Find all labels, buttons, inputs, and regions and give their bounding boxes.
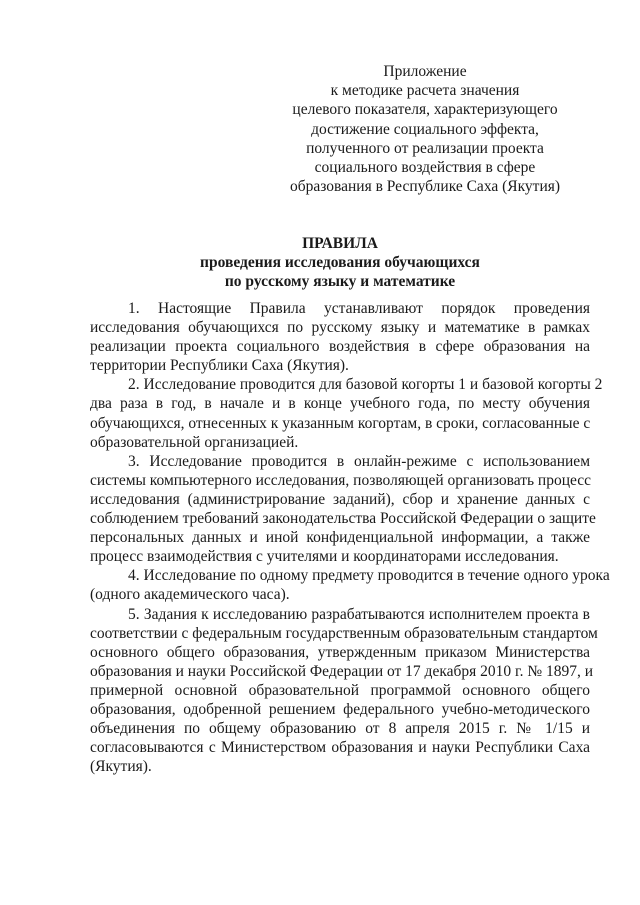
paragraph-5-line: объединения по общему образованию от 8 апреля 2015 г. № 1/15 и [90,720,590,738]
paragraph-5-line: (Якутия). [90,758,152,776]
paragraph-2-line: обучающихся, отнесенных к указанным когортам, в сроки, согласованные с [90,414,591,432]
appendix-line: к методике расчета значения [330,82,520,100]
appendix-line: социального воздействия в сфере [314,159,536,177]
appendix-line: достижение социального эффекта, [311,120,539,138]
paragraph-3-line: 3. Исследование проводится в онлайн-режиме с использованием [128,452,590,470]
appendix-line: целевого показателя, характеризующего [292,101,558,119]
paragraph-5-line: соответствии с федеральным государственным образовательным стандартом [90,624,598,642]
paragraph-5-line: образования и науки Российской Федерации от 17 декабря 2010 г. № 1897, и [90,662,594,680]
document-title [90,234,590,291]
paragraph-3-line: системы компьютерного исследования, позволяющей организовать процесс [90,471,592,489]
paragraph-1-line: реализации проекта социального воздействия в сфере образования на [90,338,590,356]
title-subtitle-line: по русскому языку и математике [224,273,456,290]
document-body [90,299,610,776]
paragraph-4-line: (одного академического часа). [90,586,290,604]
appendix-line: полученного от реализации проекта [306,139,544,157]
paragraph-4-line: 4. Исследование по одному предмету проводится в течение одного урока [128,567,610,585]
appendix-line: Приложение [383,63,467,80]
paragraph-5-line: примерной основной образовательной программой основного общего [90,681,590,699]
paragraph-3-line: соблюдением требований законодательства Российской Федерации о защите [90,510,596,528]
paragraph-2-line: образовательной организацией. [90,433,299,451]
paragraph-5-line: образования, одобренной решением федерального учебно-методического [90,700,590,718]
paragraph-1-line: 1. Настоящие Правила устанавливают порядок проведения [128,300,590,317]
paragraph-3-line: исследования (администрирование заданий), сбор и хранение данных с [90,490,590,508]
title-subtitle-line: проведения исследования обучающихся [200,254,480,271]
paragraph-5-line: основного общего образования, утвержденным приказом Министерства [90,643,590,661]
title-heading: ПРАВИЛА [302,235,378,252]
paragraph-3-line: персональных данных и иной конфиденциальной информации, а также [90,529,590,547]
paragraph-1-line: территории Республики Саха (Якутия). [90,357,349,375]
paragraph-1-line: исследования обучающихся по русскому языку и математике в рамках [90,319,590,337]
appendix-header [265,62,585,196]
paragraph-2-line: 2. Исследование проводится для базовой когорты 1 и базовой когорты 2 [128,376,603,394]
paragraph-5-line: 5. Задания к исследованию разрабатываются исполнителем проекта в [128,605,590,623]
paragraph-5-line: согласовываются с Министерством образования и науки Республики Саха [90,739,590,757]
paragraph-3-line: процесс взаимодействия с учителями и координаторами исследования. [90,548,559,566]
appendix-line: образования в Республике Саха (Якутия) [289,178,561,196]
paragraph-2-line: два раза в год, в начале и в конце учебного года, по месту обучения [90,395,590,413]
